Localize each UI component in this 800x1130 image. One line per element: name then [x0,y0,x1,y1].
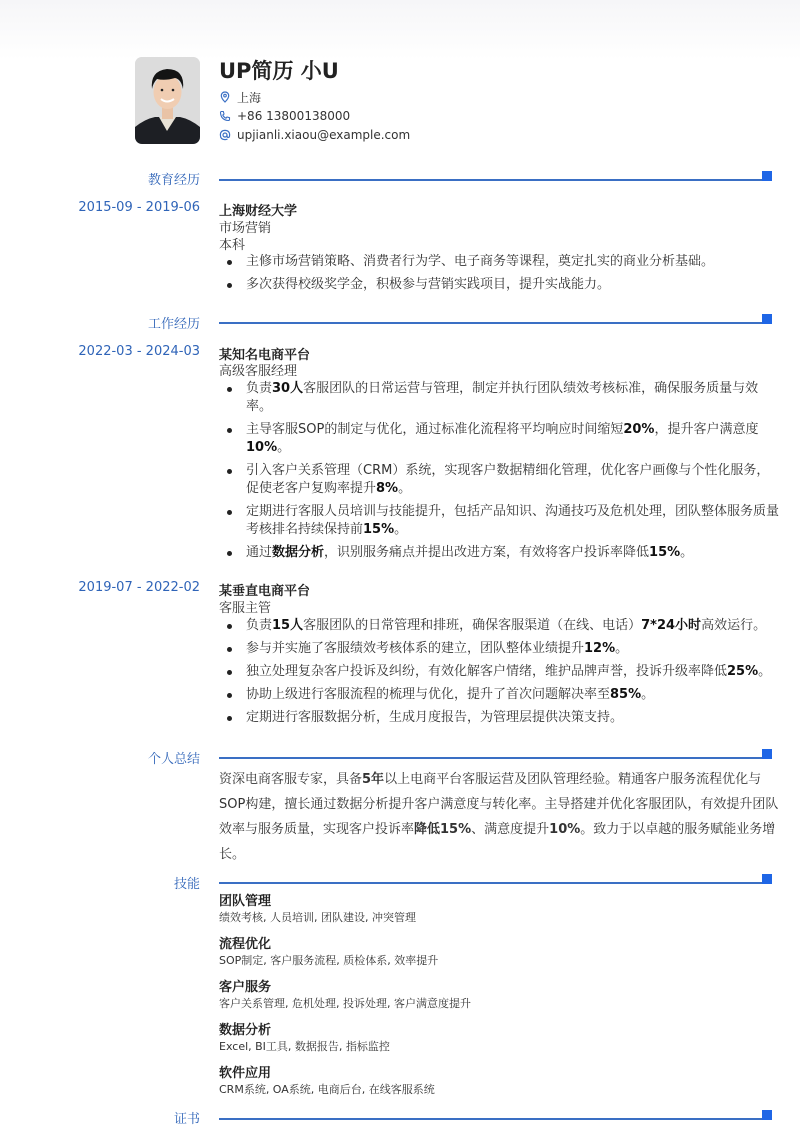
section-divider [219,322,767,324]
list-item: 通过数据分析，识别服务痛点并提出改进方案，有效将客户投诉率降低15%。 [219,544,779,562]
work-date: 2022-03 - 2024-03 [78,344,200,359]
work-date: 2019-07 - 2022-02 [78,580,200,595]
section-marker [762,874,772,884]
work-bullets [219,380,779,567]
phone-text[interactable]: +86 13800138000 [237,109,351,123]
skill-group-items: 绩效考核, 人员培训, 团队建设, 冲突管理 [219,911,416,924]
school-name: 上海财经大学 [219,204,298,219]
list-item: 负责30人客服团队的日常运营与管理，制定并执行团队绩效考核标准，确保服务质量与效率。 [219,380,779,416]
section-title-work: 工作经历 [147,317,200,332]
section-marker [762,1110,772,1120]
phone-icon [219,110,231,122]
list-item: 参与并实施了客服绩效考核体系的建立，团队整体业绩提升12%。 [219,640,779,658]
location-pin-icon [219,91,231,103]
list-item: 独立处理复杂客户投诉及纠纷，有效化解客户情绪，维护品牌声誉，投诉升级率降低25%。 [219,663,779,681]
education-date: 2015-09 - 2019-06 [78,200,200,215]
section-marker [762,171,772,181]
list-item: 引入客户关系管理（CRM）系统，实现客户数据精细化管理，优化客户画像与个性化服务，促使老客户复购率提升8%。 [219,462,779,498]
major: 市场营销 [219,221,272,236]
skill-group-items: CRM系统, OA系统, 电商后台, 在线客服系统 [219,1083,435,1096]
list-item: 多次获得校级奖学金，积极参与营销实践项目，提升实战能力。 [219,276,779,294]
skill-group-items: 客户关系管理, 危机处理, 投诉处理, 客户满意度提升 [219,997,471,1010]
email-text[interactable]: upjianli.xiaou@example.com [237,128,411,142]
at-sign-icon [219,129,231,141]
contact-email [219,126,410,144]
list-item: 负责15人客服团队的日常管理和排班，确保客服渠道（在线、电话）7*24小时高效运行。 [219,617,779,635]
section-title-summary: 个人总结 [147,752,200,767]
location-text: 上海 [237,90,262,105]
section-divider [219,757,767,759]
list-item: 定期进行客服数据分析，生成月度报告，为管理层提供决策支持。 [219,709,779,727]
education-bullets [219,253,779,299]
section-divider [219,1118,767,1120]
section-divider [219,179,767,181]
list-item: 定期进行客服人员培训与技能提升，包括产品知识、沟通技巧及危机处理，团队整体服务质量考核排名持续保持前15%。 [219,503,779,539]
list-item: 协助上级进行客服流程的梳理与优化，提升了首次问题解决率至85%。 [219,686,779,704]
degree: 本科 [219,238,246,253]
skill-group-items: SOP制定, 客户服务流程, 质检体系, 效率提升 [219,954,439,967]
section-title-education: 教育经历 [147,173,200,188]
contact-phone [219,107,350,125]
skill-group-name: 软件应用 [219,1066,272,1081]
skill-group-name: 客户服务 [219,980,272,995]
candidate-name: UP简历 小U [219,59,339,83]
profile-photo [135,57,200,144]
work-bullets [219,617,779,732]
section-divider [219,882,767,884]
section-marker [762,314,772,324]
summary-text: 资深电商客服专家，具备5年以上电商平台客服运营及团队管理经验。精通客户服务流程优化与SOP构建，擅长通过数据分析提升客户满意度与转化率。主导搭建并优化客服团队，有效提升团队效率与服务质量，实现客户投诉率降低15%、满意度提升10%。致力于以卓越的服务赋能业务增长。 [219,772,779,862]
section-title-skills: 技能 [173,877,200,892]
skill-group-name: 数据分析 [219,1023,272,1038]
skill-group-name: 团队管理 [219,894,272,909]
list-item: 主修市场营销策略、消费者行为学、电子商务等课程，奠定扎实的商业分析基础。 [219,253,779,271]
section-marker [762,749,772,759]
list-item: 主导客服SOP的制定与优化，通过标准化流程将平均响应时间缩短20%，提升客户满意度10%。 [219,421,779,457]
person-portrait-icon [135,57,200,144]
contact-location [219,88,261,106]
section-title-certificates: 证书 [173,1112,200,1127]
skill-group-items: Excel, BI工具, 数据报告, 指标监控 [219,1040,390,1053]
job-role: 客服主管 [219,601,272,616]
company-name: 某知名电商平台 [219,348,311,363]
company-name: 某垂直电商平台 [219,584,311,599]
job-role: 高级客服经理 [219,364,298,379]
skill-group-name: 流程优化 [219,937,272,952]
